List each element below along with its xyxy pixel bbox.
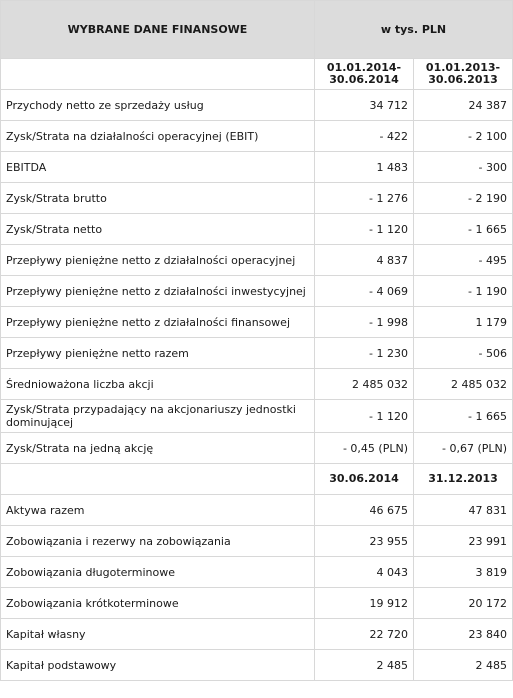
row-label: Przepływy pieniężne netto z działalności inwestycyjnej [1,276,315,307]
period-blank-cell [1,464,315,495]
table-row [1,338,513,369]
table-row [1,214,513,245]
value-period-2: - 1 190 [414,276,513,307]
period-label: 30.06.2014 [315,464,414,495]
value-period-2: - 2 190 [414,183,513,214]
value-period-1: - 1 120 [315,400,414,433]
value-period-1: 2 485 [315,650,414,681]
row-label: Średnioważona liczba akcji [1,369,315,400]
value-period-1: 1 483 [315,152,414,183]
row-label: Przepływy pieniężne netto z działalności finansowej [1,307,315,338]
value-period-1: 2 485 032 [315,369,414,400]
row-label: EBITDA [1,152,315,183]
period-label: 01.01.2013- 30.06.2013 [414,59,513,90]
table-row [1,307,513,338]
value-period-1: - 1 276 [315,183,414,214]
value-period-2: - 495 [414,245,513,276]
table-row [1,369,513,400]
row-label: Zysk/Strata na jedną akcję [1,433,315,464]
value-period-1: - 0,45 (PLN) [315,433,414,464]
period-header-row [1,464,513,495]
table-row [1,276,513,307]
row-label: Zobowiązania długoterminowe [1,557,315,588]
value-period-1: 4 837 [315,245,414,276]
value-period-2: - 1 665 [414,214,513,245]
table-row [1,400,513,433]
period-label: 01.01.2014- 30.06.2014 [315,59,414,90]
table-row [1,152,513,183]
table-row [1,495,513,526]
value-period-1: 4 043 [315,557,414,588]
table-row [1,526,513,557]
table-row [1,588,513,619]
value-period-1: 34 712 [315,90,414,121]
row-label: Przepływy pieniężne netto razem [1,338,315,369]
value-period-1: 46 675 [315,495,414,526]
table-row [1,650,513,681]
value-period-2: 23 991 [414,526,513,557]
value-period-1: 19 912 [315,588,414,619]
value-period-2: - 2 100 [414,121,513,152]
row-label: Przepływy pieniężne netto z działalności operacyjnej [1,245,315,276]
table-header-row [1,1,513,59]
period-header-row [1,59,513,90]
row-label: Zysk/Strata na działalności operacyjnej (EBIT) [1,121,315,152]
table-row [1,121,513,152]
row-label: Zysk/Strata przypadający na akcjonariuszy jednostki dominującej [1,400,315,433]
value-period-2: 20 172 [414,588,513,619]
value-period-2: - 1 665 [414,400,513,433]
table-body [1,59,513,681]
row-label: Zobowiązania i rezerwy na zobowiązania [1,526,315,557]
value-period-2: - 300 [414,152,513,183]
value-period-2: 2 485 032 [414,369,513,400]
value-period-1: - 1 230 [315,338,414,369]
row-label: Zysk/Strata netto [1,214,315,245]
value-period-2: - 506 [414,338,513,369]
value-period-1: - 1 998 [315,307,414,338]
value-period-1: 23 955 [315,526,414,557]
row-label: Przychody netto ze sprzedaży usług [1,90,315,121]
row-label: Kapitał własny [1,619,315,650]
table-title: WYBRANE DANE FINANSOWE [1,1,315,59]
unit-label: w tys. PLN [315,1,513,59]
table-row [1,90,513,121]
value-period-2: - 0,67 (PLN) [414,433,513,464]
value-period-2: 47 831 [414,495,513,526]
table-row [1,183,513,214]
value-period-2: 1 179 [414,307,513,338]
value-period-1: - 422 [315,121,414,152]
table-row [1,245,513,276]
value-period-2: 2 485 [414,650,513,681]
value-period-2: 3 819 [414,557,513,588]
table-row [1,619,513,650]
table-row [1,557,513,588]
row-label: Aktywa razem [1,495,315,526]
period-blank-cell [1,59,315,90]
row-label: Zobowiązania krótkoterminowe [1,588,315,619]
row-label: Kapitał podstawowy [1,650,315,681]
period-label: 31.12.2013 [414,464,513,495]
value-period-1: 22 720 [315,619,414,650]
row-label: Zysk/Strata brutto [1,183,315,214]
value-period-1: - 4 069 [315,276,414,307]
value-period-2: 23 840 [414,619,513,650]
table-row [1,433,513,464]
value-period-2: 24 387 [414,90,513,121]
value-period-1: - 1 120 [315,214,414,245]
